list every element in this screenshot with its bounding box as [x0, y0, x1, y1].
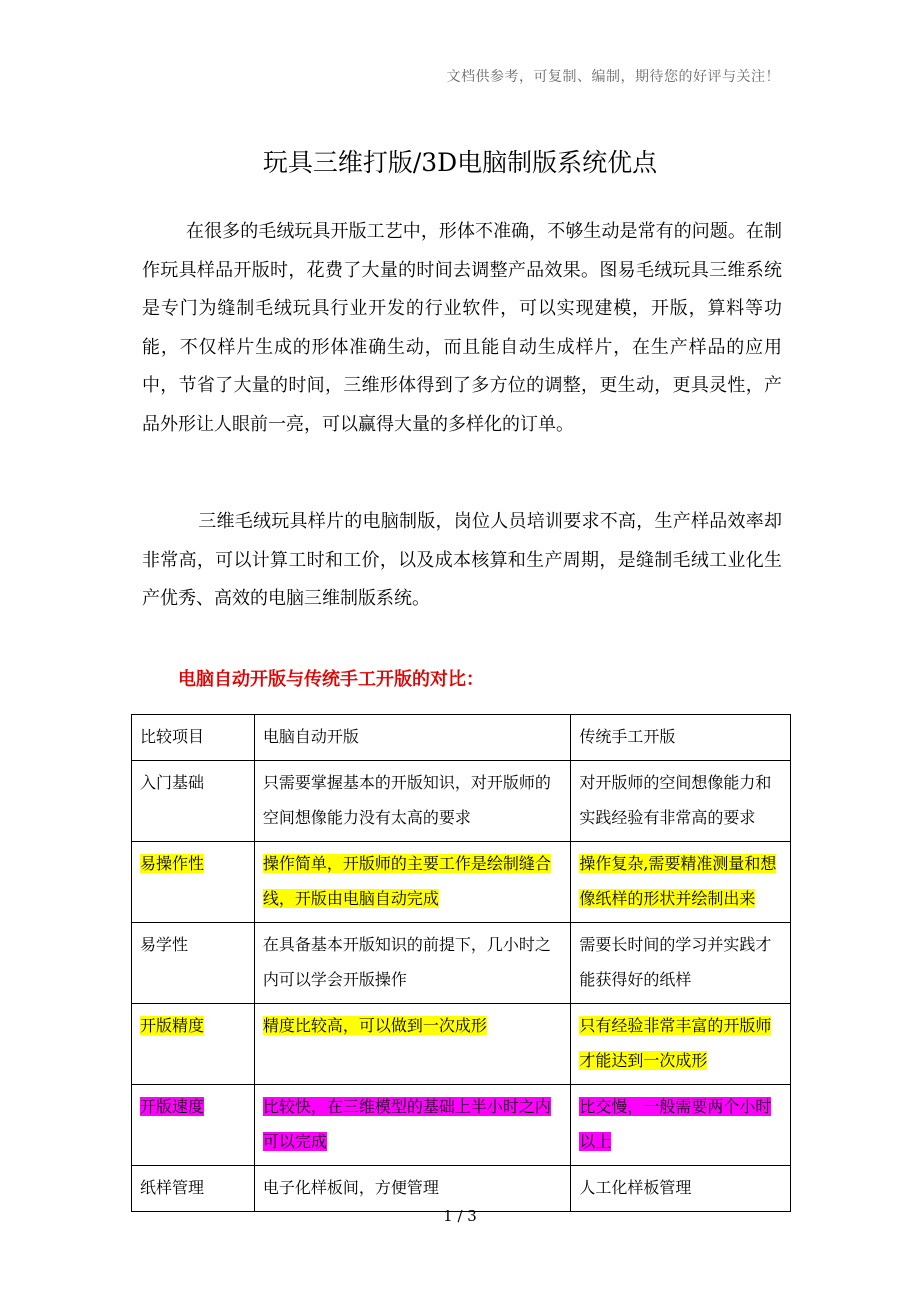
row-manual-text: 只有经验非常丰富的开版师才能达到一次成形 — [579, 1016, 772, 1070]
row-item — [132, 761, 255, 842]
row-computer-text: 只需要掌握基本的开版知识，对开版师的空间想像能力没有太高的要求 — [262, 773, 551, 827]
row-item — [132, 842, 255, 923]
row-computer — [254, 923, 570, 1004]
table-row — [132, 923, 791, 1004]
table-row — [132, 1004, 791, 1085]
comparison-table — [131, 714, 791, 1212]
row-computer — [254, 1085, 570, 1166]
intro-paragraph-text: 在很多的毛绒玩具开版工艺中，形体不准确，不够生动是常有的问题。在制作玩具样品开版时，花费了大量的时间去调整产品效果。图易毛绒玩具三维系统是专门为缝制毛绒玩具行业开发的行业软件，可以实现建模，开版，算料等功能，不仅样片生成的形体准确生动，而且能自动生成样片，在生产样品的应用中，节省了大量的时间，三维形体得到了多方位的调整，更生动，更具灵性，产品外形让人眼前一亮，可以赢得大量的多样化的订单。 — [142, 221, 782, 435]
table-row — [132, 1085, 791, 1166]
row-item-text: 易学性 — [140, 935, 189, 954]
row-manual — [571, 1085, 791, 1166]
table-row — [132, 1166, 791, 1212]
table-header-row — [132, 715, 791, 761]
header-note: 文档供参考，可复制、编制，期待您的好评与关注！ — [446, 69, 780, 85]
row-item — [132, 1004, 255, 1085]
row-computer-text: 电子化样板间，方便管理 — [262, 1178, 439, 1197]
summary-paragraph-text: 三维毛绒玩具样片的电脑制版，岗位人员培训要求不高，生产样品效率却非常高，可以计算工时和工价，以及成本核算和生产周期，是缝制毛绒工业化生产优秀、高效的电脑三维制版系统。 — [142, 511, 782, 609]
table-row — [132, 761, 791, 842]
page-number: 1 / 3 — [443, 1207, 477, 1225]
row-item-text: 开版精度 — [140, 1016, 205, 1035]
row-manual — [571, 842, 791, 923]
row-manual-text: 操作复杂,需要精准测量和想像纸样的形状并绘制出来 — [579, 854, 777, 908]
row-item-text: 开版速度 — [140, 1097, 205, 1116]
row-computer-text: 操作简单，开版师的主要工作是绘制缝合线，开版由电脑自动完成 — [262, 854, 551, 908]
row-computer-text: 精度比较高，可以做到一次成形 — [262, 1016, 487, 1035]
row-item-text: 入门基础 — [140, 773, 205, 792]
row-manual-text: 对开版师的空间想像能力和实践经验有非常高的要求 — [579, 773, 772, 827]
row-computer-text: 比较快，在三维模型的基础上半小时之内可以完成 — [262, 1097, 551, 1151]
row-manual — [571, 1004, 791, 1085]
row-item — [132, 1166, 255, 1212]
row-computer-text: 在具备基本开版知识的前提下，几小时之内可以学会开版操作 — [262, 935, 551, 989]
row-manual-text: 需要长时间的学习并实践才能获得好的纸样 — [579, 935, 772, 989]
row-manual-text: 人工化样板管理 — [579, 1178, 692, 1197]
header-cell-item: 比较项目 — [132, 715, 255, 761]
row-item — [132, 1085, 255, 1166]
header-cell-computer: 电脑自动开版 — [254, 715, 570, 761]
row-manual-text: 比交慢，一般需要两个小时以上 — [579, 1097, 772, 1151]
intro-paragraph — [142, 213, 782, 444]
row-item-text: 纸样管理 — [140, 1178, 205, 1197]
row-manual — [571, 1166, 791, 1212]
row-computer — [254, 761, 570, 842]
row-computer — [254, 1004, 570, 1085]
table-row — [132, 842, 791, 923]
row-item — [132, 923, 255, 1004]
header-cell-manual: 传统手工开版 — [571, 715, 791, 761]
row-manual — [571, 761, 791, 842]
summary-paragraph — [142, 503, 782, 619]
row-manual — [571, 923, 791, 1004]
comparison-heading: 电脑自动开版与传统手工开版的对比： — [178, 669, 484, 690]
row-computer — [254, 1166, 570, 1212]
row-computer — [254, 842, 570, 923]
page-title: 玩具三维打版/3D电脑制版系统优点 — [262, 148, 658, 177]
row-item-text: 易操作性 — [140, 854, 205, 873]
